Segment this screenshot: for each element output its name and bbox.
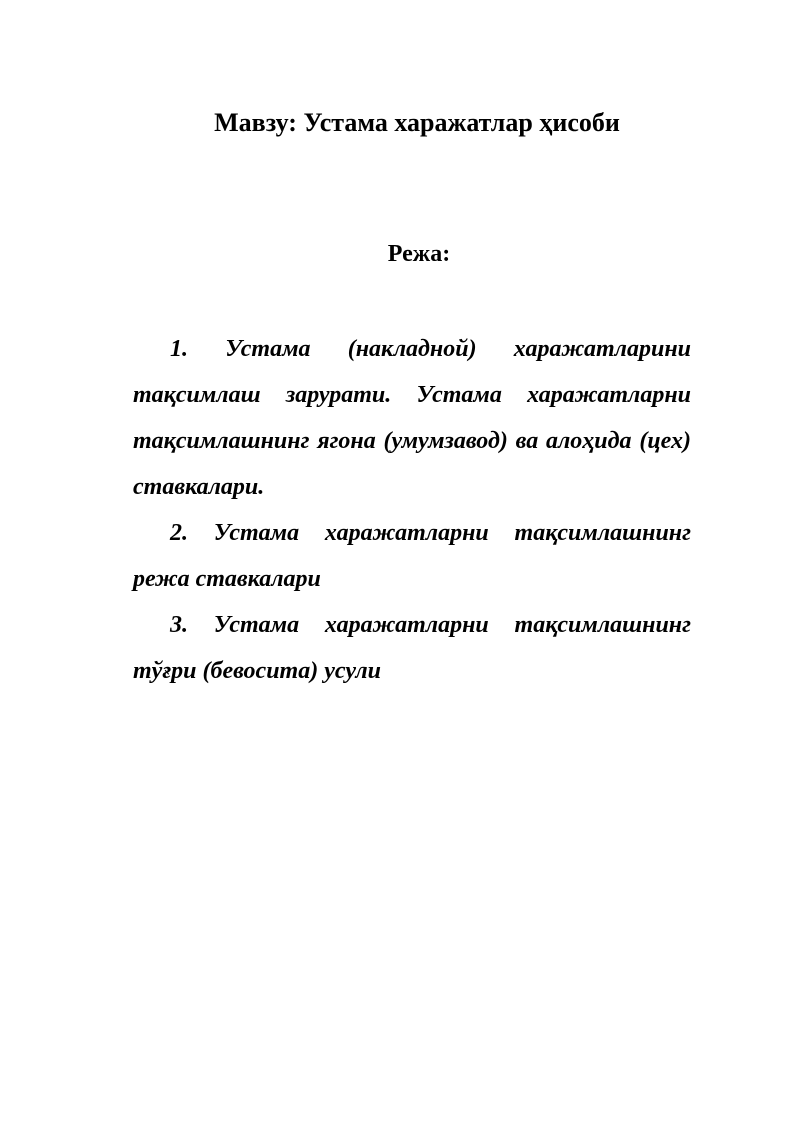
plan-item-text: Устама (накладной) харажатларини тақсимлаш зарурати. Устама харажатларни тақсимлашнинг ягона (умумзавод) ва алоҳида (цех) ставкалари. [133,336,692,500]
plan-item-number: 1. [170,336,188,362]
plan-item-1 [133,326,691,510]
plan-heading: Режа: [387,241,451,267]
plan-item-3 [133,602,691,694]
plan-item-text: Устама харажатларни тақсимлашнинг тўғри (бевосита) усули [133,612,691,684]
plan-item-text: Устама харажатларни тақсимлашнинг режа ставкалари [133,520,691,592]
page-title: Мавзу: Устама харажатлар ҳисоби [214,108,620,137]
plan-item-number: 2. [170,520,188,546]
plan-item-number: 3. [170,612,188,638]
plan-item-2 [133,510,691,602]
plan-list [133,326,691,694]
